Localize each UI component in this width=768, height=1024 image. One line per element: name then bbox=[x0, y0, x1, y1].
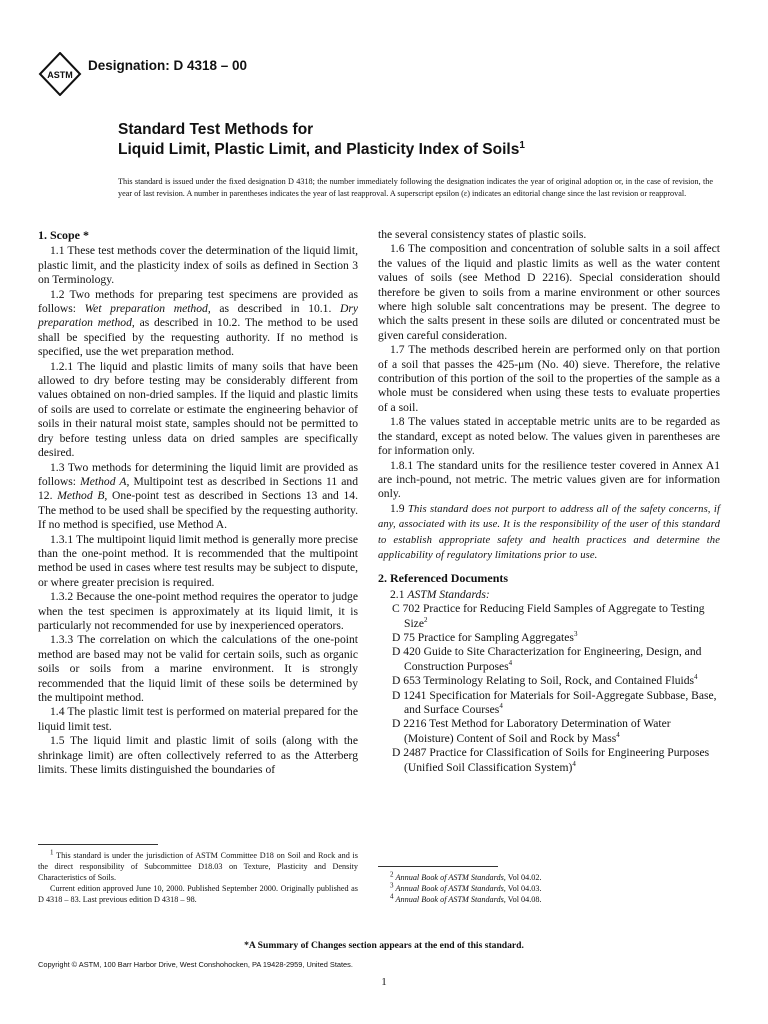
paragraph-1-3-3: 1.3.3 The correlation on which the calculations of the one-point method are based may not be valid for certain soils, such as organic soils or soils from a marine environment. It is strongly recommended that the liquid limit of these soils be determined by the multipoint method. bbox=[38, 633, 358, 704]
references-heading: 2. Referenced Documents bbox=[378, 571, 509, 586]
reference-footnote-ref: 4 bbox=[572, 759, 576, 768]
footnote-left bbox=[38, 850, 358, 905]
footnote-1-edition: Current edition approved June 10, 2000. Published September 2000. Originally published as D 4318 – 83. Last previous edition D 4318 – 98. bbox=[38, 884, 358, 904]
references-subheading: 2.1 ASTM Standards: bbox=[390, 587, 490, 601]
paragraph-1-4: 1.4 The plastic limit test is performed on material prepared for the liquid limit test. bbox=[38, 705, 358, 733]
paragraph-1-5: 1.5 The liquid limit and plastic limit of soils (along with the shrinkage limit) are often collectively referred to as the Atterberg limits. These limits distinguished the boundaries of bbox=[38, 734, 358, 777]
scope-heading: 1. Scope * bbox=[38, 228, 89, 242]
reference-title: Practice for Sampling Aggregates bbox=[417, 630, 574, 644]
page-number: 1 bbox=[381, 976, 387, 988]
reference-item bbox=[378, 645, 720, 674]
svg-text:ASTM: ASTM bbox=[47, 70, 73, 80]
paragraph-1-2-1: 1.2.1 The liquid and plastic limits of many soils that have been allowed to dry before testing may be considerably different from values obtained on non-dried samples. If the liquid and plastic limits of soils are used to correlate or estimate the engineering behavior of soils in their natural moist state, samples should not be permitted to dry before testing unless data on dried samples are specifically desired. bbox=[38, 359, 358, 460]
paragraph-1-6: 1.6 The composition and concentration of soluble salts in a soil affect the values of the liquid and plastic limits as well as the water content values of soils (see Method D 2216). Special consideration should therefore be given to soils from a marine environment or other sources where high soluble salt concentrations may be present. The degree to which the salts present in these soils are diluted or concentrated must be given careful consideration. bbox=[378, 242, 720, 342]
reference-title: Terminology Relating to Soil, Rock, and Contained Fluids bbox=[423, 674, 695, 688]
paragraph-1-8-1: 1.8.1 The standard units for the resilience tester covered in Annex A1 are inch-pound, not metric. The metric values given are for information only. bbox=[378, 458, 720, 501]
references-list bbox=[378, 602, 720, 775]
reference-code: D 2487 bbox=[392, 746, 427, 760]
reference-title: Specification for Materials for Soil-Aggregate Subbase, Base, and Surface Courses bbox=[404, 688, 717, 716]
paragraph-1-5-continued: the several consistency states of plastic soils. bbox=[378, 228, 587, 241]
reference-item bbox=[378, 631, 720, 645]
left-column bbox=[38, 228, 358, 777]
reference-title: Test Method for Laboratory Determination of Water (Moisture) Content of Soil and Rock by Mass bbox=[404, 717, 671, 745]
paragraph-1-7: 1.7 The methods described herein are performed only on that portion of a soil that passes the 425-μm (No. 40) sieve. Therefore, the relative contribution of this portion of the soil to the properties of the sample as a whole must be considered when using these tests to evaluate properties of a soil. bbox=[378, 343, 720, 414]
paragraph-1-9: 1.9 This standard does not purport to address all of the safety concerns, if any, associated with its use. It is the responsibility of the user of this standard to establish appropriate safety and health practices and determine the applicability of regulatory limitations prior to use. bbox=[378, 501, 720, 561]
reference-code: D 420 bbox=[392, 645, 421, 659]
astm-logo-icon bbox=[38, 52, 82, 96]
reference-footnote-ref: 4 bbox=[694, 673, 698, 682]
copyright: Copyright © ASTM, 100 Barr Harbor Drive, West Conshohocken, PA 19428-2959, United States. bbox=[38, 960, 353, 969]
title-footnote-ref: 1 bbox=[519, 139, 525, 151]
reference-item bbox=[378, 717, 720, 746]
reference-footnote-ref: 2 bbox=[423, 615, 428, 624]
right-column bbox=[378, 228, 720, 775]
reference-code: D 653 bbox=[392, 674, 421, 688]
paragraph-1-3: 1.3 Two methods for determining the liquid limit are provided as follows: Method A, Multipoint test as described in Sections 11 and 12. Method B, One-point test as described in Sections 13 and 14. The method to be used shall be specified by the requesting authority. If no method is specified, use Method A. bbox=[38, 460, 359, 532]
footnote-right bbox=[378, 872, 718, 905]
summary-note: *A Summary of Changes section appears at the end of this standard. bbox=[244, 940, 524, 951]
reference-item bbox=[378, 746, 720, 775]
reference-code: D 1241 bbox=[392, 688, 427, 702]
footnote-3: $^3$ Annual Book of ASTM Standards, Vol 04.03. bbox=[390, 881, 542, 893]
reference-footnote-ref: 4 bbox=[508, 658, 513, 667]
footnote-2: $^2$ Annual Book of ASTM Standards, Vol 04.02. bbox=[390, 870, 542, 882]
reference-footnote-ref: 4 bbox=[616, 730, 620, 739]
title-line-2: Liquid Limit, Plastic Limit, and Plasticity Index of Soils$^1$ bbox=[118, 139, 525, 158]
title-line-1: Standard Test Methods for bbox=[118, 121, 314, 138]
designation: Designation: D 4318 – 00 bbox=[88, 58, 248, 73]
paragraph-1-2: 1.2 Two methods for preparing test specimens are provided as follows: Wet preparation method, as described in 10.1. Dry preparation method, as described in 10.2. The method to be used shall be specified by the requesting authority. If no method is specified, use the wet preparation method. bbox=[38, 287, 359, 359]
footnote-1: $^1$ This standard is under the jurisdiction of ASTM Committee D18 on Soil and Rock and is the direct responsibility of Subcommittee D18.03 on Texture, Plasticity and Density Characteristics of Soils. bbox=[38, 848, 358, 882]
reference-title: Guide to Site Characterization for Engineering, Design, and Construction Purposes bbox=[404, 645, 702, 673]
reference-code: C 702 bbox=[392, 602, 421, 616]
reference-footnote-ref: 4 bbox=[499, 702, 503, 711]
reference-code: D 75 bbox=[392, 630, 415, 644]
reference-title: Practice for Reducing Field Samples of Aggregate to Testing Size bbox=[404, 602, 705, 630]
footnote-4: $^4$ Annual Book of ASTM Standards, Vol 04.08. bbox=[390, 892, 542, 904]
reference-code: D 2216 bbox=[392, 717, 427, 731]
reference-item bbox=[378, 674, 720, 688]
paragraph-1-3-2: 1.3.2 Because the one-point method requires the operator to judge when the test specimen is approximately at its liquid limit, it is particularly not recommended for use by inexperienced operators. bbox=[38, 590, 358, 632]
paragraph-1-8: 1.8 The values stated in acceptable metric units are to be regarded as the standard, except as noted below. The values given in parentheses are for information only. bbox=[378, 415, 720, 458]
reference-footnote-ref: 3 bbox=[573, 630, 578, 639]
reference-title: Practice for Classification of Soils for Engineering Purposes (Unified Soil Classification System) bbox=[404, 746, 710, 774]
reference-item bbox=[378, 602, 720, 631]
footnote-rule-left bbox=[38, 844, 158, 845]
footnote-rule-right bbox=[378, 866, 498, 867]
paragraph-1-3-1: 1.3.1 The multipoint liquid limit method is generally more precise than the one-point method. It is recommended that the multipoint method be used in cases where test results may be subject to dispute, or where greater precision is required. bbox=[38, 532, 358, 589]
document-title bbox=[118, 120, 738, 160]
reference-item bbox=[378, 689, 720, 718]
paragraph-1-1: 1.1 These test methods cover the determination of the liquid limit, plastic limit, and the plasticity index of soils as defined in Section 3 on Terminology. bbox=[38, 244, 358, 287]
issued-note: This standard is issued under the fixed designation D 4318; the number immediately following the designation indicates the year of original adoption or, in the case of revision, the year of last revision. A number in parentheses indicates the year of last reapproval. A superscript epsilon (ε) indicates an editorial change since the last revision or reapproval. bbox=[118, 177, 713, 198]
